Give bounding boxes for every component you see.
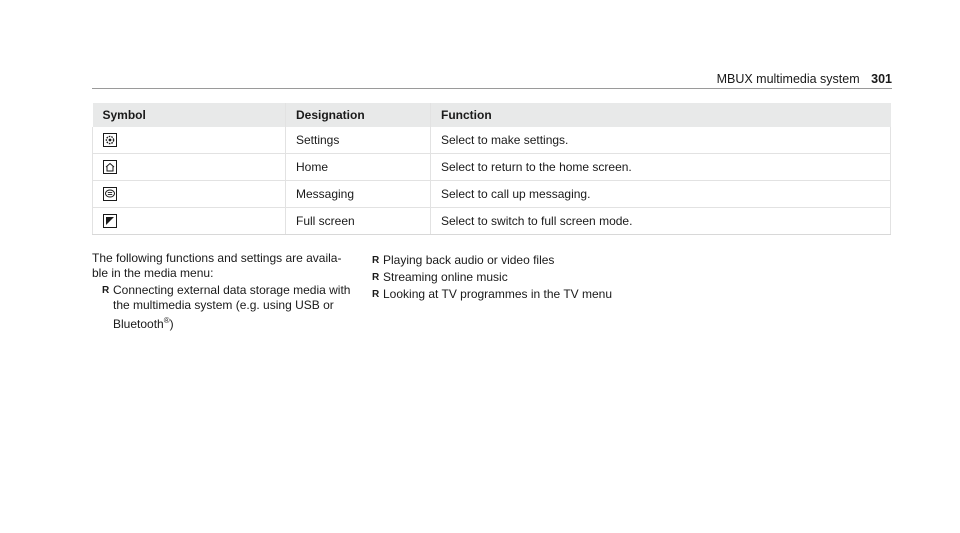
section-title: MBUX multimedia system xyxy=(716,72,860,86)
header-symbol: Symbol xyxy=(93,103,286,127)
messaging-icon xyxy=(103,187,117,201)
list-item xyxy=(370,253,670,268)
bullet-marker: R xyxy=(102,285,110,296)
function-cell: Select to return to the home screen. xyxy=(431,154,891,181)
bullet-line-3-tail: ) xyxy=(169,317,174,331)
bullet-text: Playing back audio or video files xyxy=(383,253,555,267)
table-row xyxy=(93,127,891,154)
bullet-line-1: Connecting external data storage media with xyxy=(113,283,351,297)
page-number: 301 xyxy=(871,72,892,86)
symbol-cell xyxy=(93,154,286,181)
designation-cell: Messaging xyxy=(286,181,431,208)
left-column xyxy=(92,251,352,334)
designation-cell: Home xyxy=(286,154,431,181)
table-row xyxy=(93,154,891,181)
header-function: Function xyxy=(431,103,891,127)
full-screen-icon xyxy=(103,214,117,228)
symbol-cell xyxy=(93,127,286,154)
page-header xyxy=(717,72,892,86)
symbol-table xyxy=(92,103,891,235)
registered-mark: ® xyxy=(163,316,170,325)
symbol-cell xyxy=(93,181,286,208)
bullet-marker: R xyxy=(372,255,380,266)
intro-line-2: ble in the media menu: xyxy=(92,266,214,280)
designation-cell: Full screen xyxy=(286,208,431,235)
list-item xyxy=(100,283,352,332)
table-row xyxy=(93,181,891,208)
settings-gear-icon xyxy=(103,133,117,147)
bullet-text: Looking at TV programmes in the TV menu xyxy=(383,287,613,301)
symbol-cell xyxy=(93,208,286,235)
designation-cell: Settings xyxy=(286,127,431,154)
table-header-row xyxy=(93,103,891,127)
bullet-line-2: the multimedia system (e.g. using USB or xyxy=(113,298,334,312)
bullet-text: Streaming online music xyxy=(383,270,508,284)
bullet-marker: R xyxy=(372,272,380,283)
header-designation: Designation xyxy=(286,103,431,127)
home-icon xyxy=(103,160,117,174)
bullet-line-3: Bluetooth xyxy=(113,317,164,331)
function-cell: Select to call up messaging. xyxy=(431,181,891,208)
intro-paragraph xyxy=(92,251,352,281)
intro-line-1: The following functions and settings are availa- xyxy=(92,251,342,265)
left-bullet-list xyxy=(100,283,352,332)
right-bullet-list xyxy=(370,253,670,302)
list-item xyxy=(370,270,670,285)
function-cell: Select to switch to full screen mode. xyxy=(431,208,891,235)
bullet-marker: R xyxy=(372,289,380,300)
header-rule xyxy=(92,88,892,89)
right-column xyxy=(370,251,670,304)
function-cell: Select to make settings. xyxy=(431,127,891,154)
table-row xyxy=(93,208,891,235)
list-item xyxy=(370,287,670,302)
